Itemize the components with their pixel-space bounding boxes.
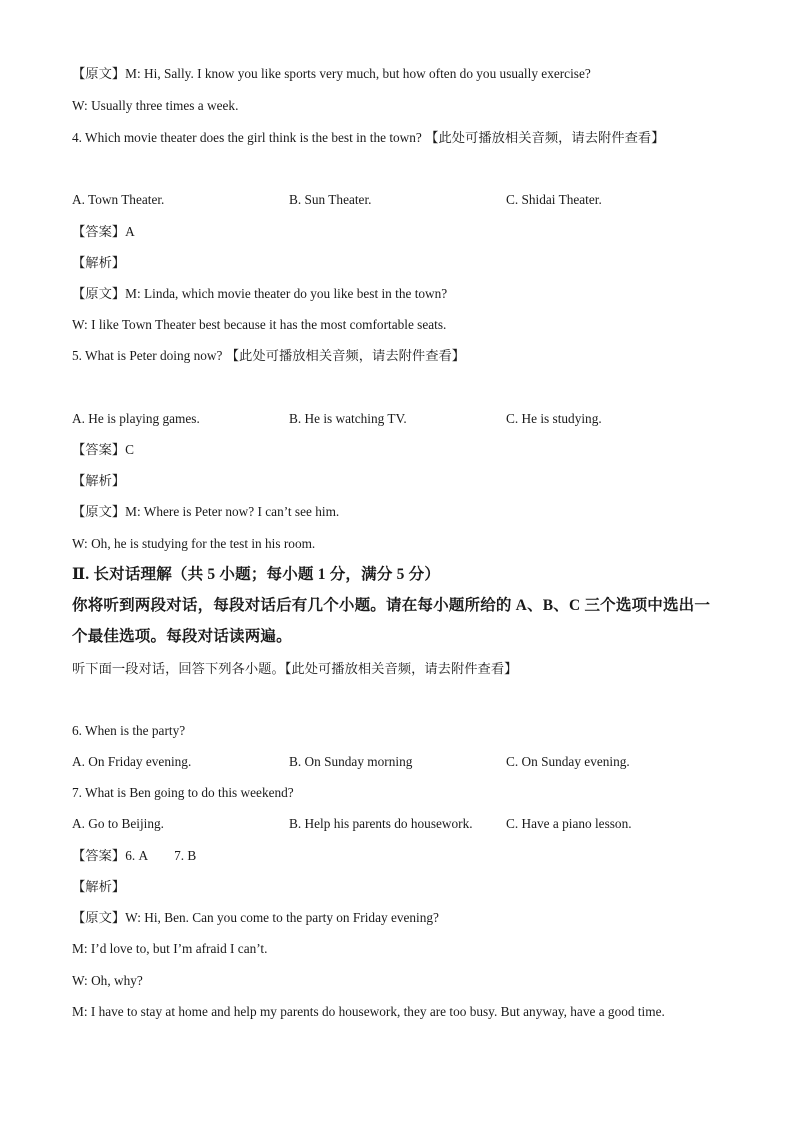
- analysis-label: 【解析】: [72, 879, 126, 894]
- transcript-line: 【原文】M: Linda, which movie theater do you like best in the town?: [72, 286, 448, 301]
- answer-label: [72, 846, 196, 866]
- transcript-line: 【原文】M: Where is Peter now? I can’t see him.: [72, 504, 340, 519]
- section-heading: Ⅱ. 长对话理解（共 5 小题；每小题 1 分，满分 5 分）: [72, 566, 441, 583]
- option-c: C. He is studying.: [506, 411, 602, 426]
- section-instructions: 你将听到两段对话，每段对话后有几个小题。请在每小题所给的 A、B、C 三个选项中选出一: [72, 597, 711, 614]
- option-a: A. Go to Beijing.: [72, 816, 164, 831]
- transcript-line: M: I have to stay at home and help my parents do housework, they are too busy. But anyway, have a good time.: [72, 1004, 665, 1019]
- transcript-line: W: Usually three times a week.: [72, 98, 239, 113]
- transcript-line: M: I’d love to, but I’m afraid I can’t.: [72, 941, 268, 956]
- option-b: B. He is watching TV.: [289, 411, 407, 426]
- option-b: B. Sun Theater.: [289, 192, 372, 207]
- option-c: C. Shidai Theater.: [506, 192, 602, 207]
- transcript-line: 【原文】M: Hi, Sally. I know you like sports very much, but how often do you usually exercise?: [72, 66, 591, 81]
- question-6: 6. When is the party?: [72, 723, 186, 738]
- option-c: C. Have a piano lesson.: [506, 816, 632, 831]
- transcript-line: W: I like Town Theater best because it has the most comfortable seats.: [72, 317, 447, 332]
- option-b: B. Help his parents do housework.: [289, 816, 473, 831]
- answer-label: 【答案】C: [72, 442, 135, 457]
- answer-prefix: 【答案】: [72, 848, 126, 863]
- transcript-line: W: Oh, he is studying for the test in his room.: [72, 536, 316, 551]
- section-instructions: 个最佳选项。每段对话读两遍。: [72, 628, 292, 645]
- options-q6: [72, 752, 732, 772]
- option-a: A. He is playing games.: [72, 411, 200, 426]
- option-a: A. Town Theater.: [72, 192, 165, 207]
- option-a: A. On Friday evening.: [72, 754, 192, 769]
- transcript-line: W: Oh, why?: [72, 973, 143, 988]
- options-q4: [72, 190, 732, 210]
- question-7: 7. What is Ben going to do this weekend?: [72, 785, 294, 800]
- answer-label: 【答案】A: [72, 224, 135, 239]
- question-5: 5. What is Peter doing now? 【此处可播放相关音频，请去附件查看】: [72, 348, 466, 363]
- answer-7: 7. B: [174, 848, 197, 863]
- transcript-line: 【原文】W: Hi, Ben. Can you come to the party on Friday evening?: [72, 910, 439, 925]
- question-4: 4. Which movie theater does the girl think is the best in the town? 【此处可播放相关音频，请去附件查看】: [72, 130, 665, 145]
- dialogue-instruction: 听下面一段对话，回答下列各小题。【此处可播放相关音频，请去附件查看】: [72, 661, 518, 676]
- answer-6: 6. A: [125, 848, 149, 863]
- option-c: C. On Sunday evening.: [506, 754, 630, 769]
- option-b: B. On Sunday morning: [289, 754, 413, 769]
- options-q5: [72, 409, 732, 429]
- analysis-label: 【解析】: [72, 255, 126, 270]
- options-q7: [72, 814, 732, 834]
- analysis-label: 【解析】: [72, 473, 126, 488]
